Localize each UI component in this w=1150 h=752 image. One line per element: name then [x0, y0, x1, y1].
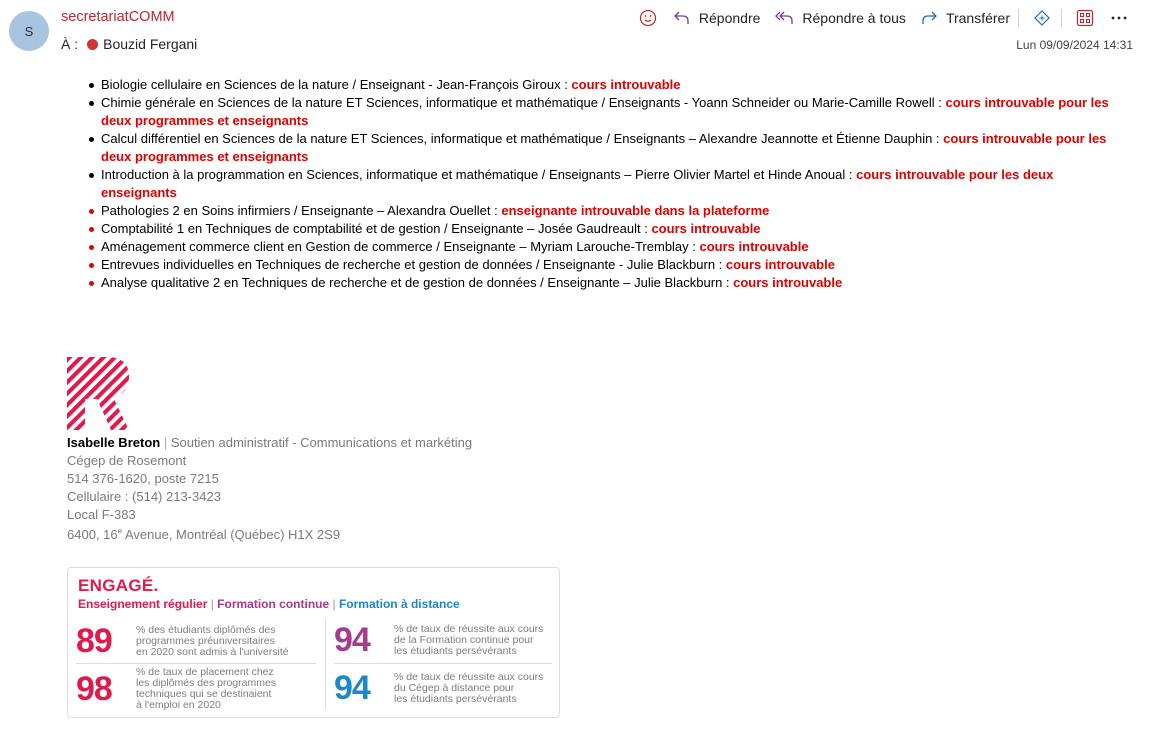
reply-all-label: Répondre à tous: [802, 10, 906, 26]
engage-banner: [67, 567, 560, 718]
signature-org: Cégep de Rosemont: [67, 453, 187, 468]
signature-office: Local F-383: [67, 507, 136, 522]
signature-separator: |: [160, 435, 171, 450]
apps-icon[interactable]: [1074, 7, 1096, 29]
stat-number: 94: [334, 621, 370, 659]
item-text: Introduction à la programmation en Sciences, informatique et mathématique / Enseignants – Pierre Olivier Martel et Hinde Anoual :: [101, 167, 857, 182]
address-superscript: e: [117, 526, 123, 536]
stat-desc-line: % de taux de placement chez: [136, 666, 274, 678]
item-text: Aménagement commerce client en Gestion de commerce / Enseignante – Myriam Larouche-Tremblay :: [101, 239, 700, 254]
item-status: cours introuvable pour les deux programmes et enseignants: [101, 131, 1107, 164]
stat-desc-line: % de taux de réussite aux cours: [394, 671, 544, 683]
item-text: Chimie générale en Sciences de la nature ET Sciences, informatique et mathématique / Enseignants - Yoann Schneider ou Marie-Camille Rowell :: [101, 95, 946, 110]
body-list-item: [83, 256, 1123, 274]
stat-desc-line: les diplômés des programmes: [136, 677, 277, 689]
stat-description: [394, 672, 569, 705]
reply-label: Répondre: [698, 10, 761, 26]
rosemont-logo: [67, 357, 129, 430]
body-list-item: [83, 94, 1123, 130]
reply-all-icon: [774, 10, 794, 26]
forward-icon: [920, 10, 938, 26]
forward-button[interactable]: [920, 10, 1010, 26]
stat-desc-line: % des étudiants diplômés des: [136, 624, 276, 636]
toolbar-divider: [1018, 9, 1019, 27]
body-list-item: [83, 238, 1123, 256]
toolbar-divider: [1061, 9, 1062, 27]
stat-divider: [334, 663, 552, 664]
address-number: 6400, 16: [67, 527, 118, 542]
recipient-name[interactable]: Bouzid Fergani: [103, 36, 198, 52]
tab-formation-continue: Formation continue: [217, 597, 330, 611]
stat-formation-continue: [334, 621, 569, 660]
body-list-item: [83, 274, 1123, 292]
stat-distance: [334, 669, 569, 708]
stat-desc-line: techniques qui se destinaient: [136, 688, 272, 700]
stat-desc-line: du Cégep à distance pour: [394, 682, 515, 694]
recipient-line: [61, 36, 197, 52]
item-status: cours introuvable: [571, 77, 681, 92]
item-status: cours introuvable: [733, 275, 843, 290]
tab-formation-distance: Formation à distance: [338, 597, 460, 611]
stat-desc-line: en 2020 sont admis à l'université: [136, 646, 289, 658]
to-label: À :: [61, 36, 79, 52]
banner-title: ENGAGÉ.: [78, 576, 159, 595]
item-text: Pathologies 2 en Soins infirmiers / Enseignante – Alexandra Ouellet :: [101, 203, 502, 218]
signature-phone[interactable]: 514 376-1620, poste 7215: [67, 471, 219, 486]
item-status: cours introuvable pour les deux enseignants: [101, 167, 1054, 200]
sender-avatar[interactable]: S: [9, 11, 49, 51]
stat-description: [136, 667, 311, 711]
item-text: Calcul différentiel en Sciences de la nature ET Sciences, informatique et mathématique / Enseignants – Alexandre Jeannotte et Étienne Dauphin :: [101, 131, 944, 146]
stat-number: 98: [76, 669, 112, 708]
stat-description: [394, 624, 569, 657]
stat-number: 89: [76, 622, 112, 660]
stat-column-divider: [325, 618, 326, 710]
signature-role: Soutien administratif - Communications et markéting: [170, 435, 473, 450]
reply-button[interactable]: [673, 10, 761, 26]
banner-pipe: |: [329, 597, 339, 611]
emoji-icon[interactable]: [637, 7, 659, 29]
signature-cell[interactable]: Cellulaire : (514) 213-3423: [67, 489, 221, 504]
item-status: cours introuvable pour les deux programmes et enseignants: [101, 95, 1109, 128]
item-text: Analyse qualitative 2 en Techniques de recherche et de gestion de données / Enseignante – Julie Blackburn :: [101, 275, 734, 290]
signature-address: [67, 526, 472, 544]
item-text: Comptabilité 1 en Techniques de comptabilité et de gestion / Enseignante – Josée Gaudreault :: [101, 221, 652, 236]
item-text: Biologie cellulaire en Sciences de la nature / Enseignant - Jean-François Giroux :: [101, 77, 572, 92]
presence-busy-icon: [87, 39, 98, 50]
item-status: enseignante introuvable dans la plateforme: [501, 203, 770, 218]
stat-placement: [76, 667, 311, 711]
immersive-reader-icon[interactable]: [1031, 7, 1053, 29]
item-status: cours introuvable: [699, 239, 809, 254]
item-status: cours introuvable: [725, 257, 835, 272]
stat-desc-line: de la Formation continue pour: [394, 634, 534, 646]
message-body-list: [83, 76, 1123, 292]
banner-pipe: |: [207, 597, 218, 611]
forward-label: Transférer: [945, 10, 1010, 26]
stat-description: [136, 625, 311, 658]
body-list-item: [83, 76, 1123, 94]
stat-number: 94: [334, 669, 370, 707]
email-signature: [67, 434, 472, 544]
banner-tabs: [78, 597, 460, 611]
stat-divider: [76, 663, 316, 664]
item-status: cours introuvable: [651, 221, 761, 236]
message-actions-toolbar: [625, 6, 1130, 30]
stat-desc-line: à l'emploi en 2020: [136, 699, 221, 711]
stat-admission: [76, 622, 311, 661]
sender-name[interactable]: secretariatCOMM: [61, 9, 175, 25]
stat-desc-line: % de taux de réussite aux cours: [394, 623, 544, 635]
stat-desc-line: programmes préuniversitaires: [136, 635, 275, 647]
address-rest: Avenue, Montréal (Québec) H1X 2S9: [122, 527, 341, 542]
reply-all-button[interactable]: [774, 10, 906, 26]
message-date: Lun 09/09/2024 14:31: [1016, 38, 1133, 52]
tab-enseignement-regulier: Enseignement régulier: [78, 597, 208, 611]
body-list-item: [83, 130, 1123, 166]
stat-desc-line: les étudiants persévérants: [394, 693, 517, 705]
signature-name: Isabelle Breton: [67, 435, 161, 450]
more-icon[interactable]: [1108, 7, 1130, 29]
body-list-item: [83, 202, 1123, 220]
stat-desc-line: les étudiants persévérants: [394, 645, 517, 657]
signature-name-line: [67, 434, 472, 452]
reply-icon: [673, 10, 691, 26]
item-text: Entrevues individuelles en Techniques de recherche et gestion de données / Enseignante - Julie Blackburn :: [101, 257, 726, 272]
body-list-item: [83, 220, 1123, 238]
body-list-item: [83, 166, 1123, 202]
